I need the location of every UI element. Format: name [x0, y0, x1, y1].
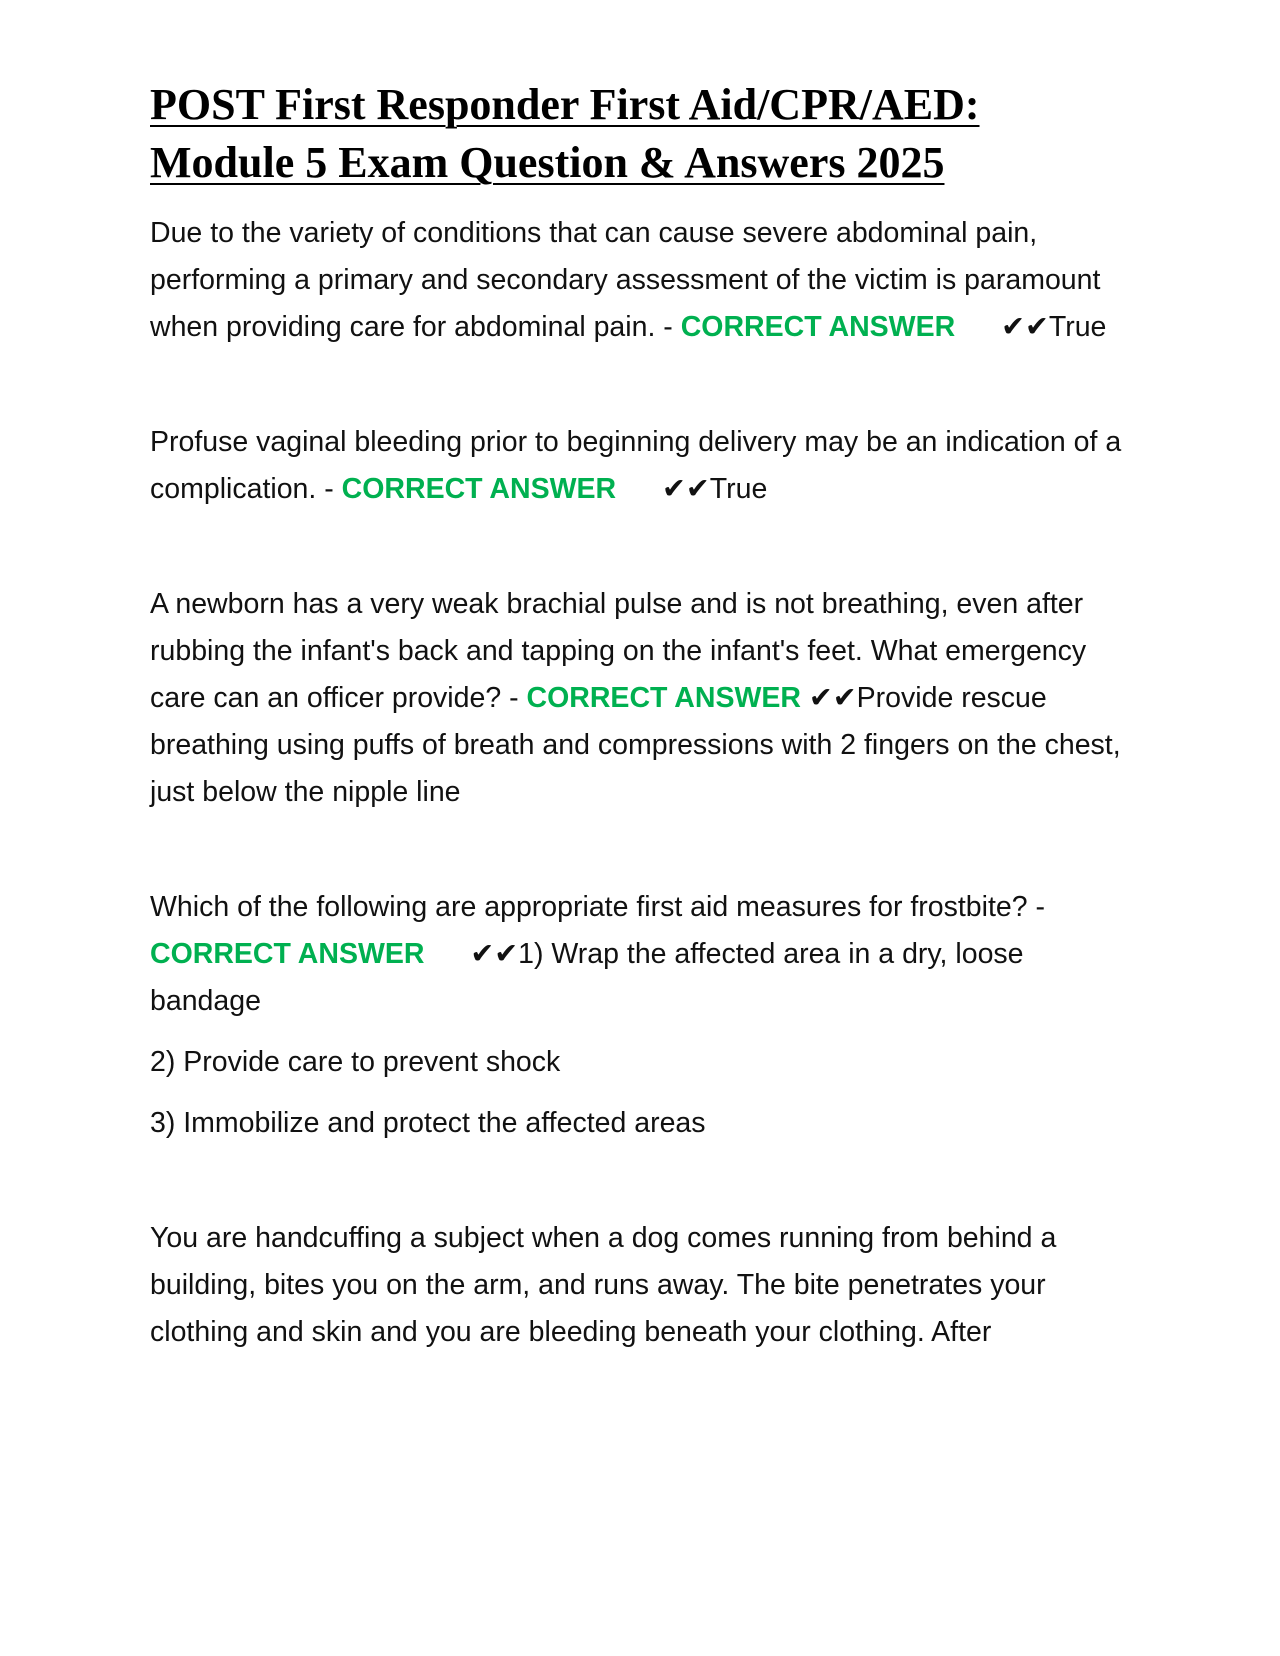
document-content [150, 76, 1140, 1424]
answer-text: 1) Wrap the affected area in a dry, loose bandage [150, 938, 1024, 1017]
document-title [150, 76, 1140, 192]
question-body: Due to the variety of conditions that can cause severe abdominal pain, performing a primary and secondary assessment of the victim is paramount when providing care for abdominal pain. - [150, 217, 1101, 343]
question-text [150, 581, 1140, 816]
answer-text: Provide rescue breathing using puffs of breath and compressions with 2 fingers on the chest, just below the nipple line [150, 682, 1121, 808]
check-marks: ✔✔ [662, 473, 710, 505]
question-body: Which of the following are appropriate first aid measures for frostbite? - [150, 891, 1045, 923]
check-marks: ✔✔ [470, 938, 519, 970]
qa-item-1 [150, 210, 1140, 351]
title-line-1: POST First Responder First Aid/CPR/AED: [150, 80, 980, 129]
title-line-2: Module 5 Exam Question & Answers 2025 [150, 138, 945, 187]
answer-extra-line-2: 2) Provide care to prevent shock [150, 1046, 561, 1078]
correct-answer-label: CORRECT ANSWER [150, 938, 425, 970]
qa-item-3 [150, 581, 1140, 816]
correct-answer-label: CORRECT ANSWER [680, 311, 956, 343]
question-text [150, 1215, 1140, 1356]
correct-answer-label: CORRECT ANSWER [341, 473, 617, 505]
check-marks: ✔✔ [1001, 311, 1049, 343]
qa-item-2 [150, 419, 1140, 513]
check-marks: ✔✔ [808, 682, 857, 714]
question-body: A newborn has a very weak brachial pulse and is not breathing, even after rubbing the infant's back and tapping on the infant's feet. What emergency care can an officer provide? - [150, 588, 1087, 714]
answer-text: True [1048, 311, 1107, 343]
question-text [150, 210, 1140, 351]
question-body: You are handcuffing a subject when a dog comes running from behind a building, bites you on the arm, and runs away. The bite penetrates your clothing and skin and you are bleeding beneath your clothing. After [150, 1222, 1057, 1348]
answer-extra-line-3: 3) Immobilize and protect the affected areas [150, 1107, 706, 1139]
qa-item-4 [150, 884, 1140, 1147]
answer-text: True [709, 473, 768, 505]
correct-answer-label: CORRECT ANSWER [526, 682, 801, 714]
question-text [150, 884, 1140, 1025]
qa-item-5 [150, 1215, 1140, 1356]
question-text [150, 419, 1140, 513]
question-body: Profuse vaginal bleeding prior to beginning delivery may be an indication of a complication. - [150, 426, 1122, 505]
